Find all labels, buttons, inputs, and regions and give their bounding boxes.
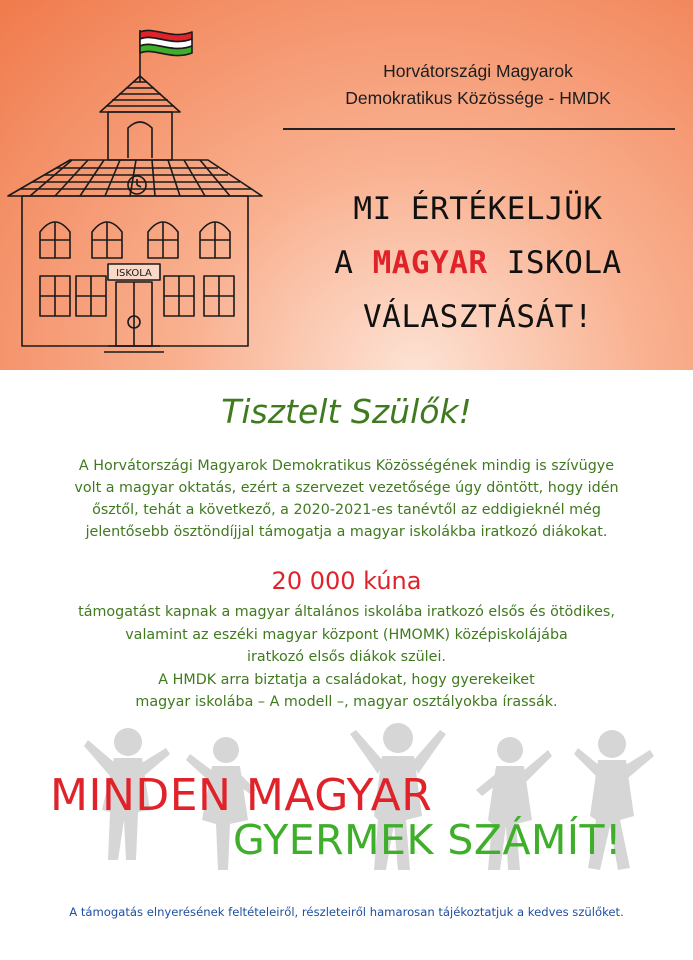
- slogan-highlight: MAGYAR: [372, 245, 488, 281]
- header-banner: [0, 0, 693, 370]
- slogan-line-2-prefix: A: [334, 245, 373, 281]
- hungarian-flag-icon: [140, 30, 192, 55]
- organization-name: [283, 58, 673, 112]
- details-line: valamint az eszéki magyar központ (HMOMK) középiskolájába: [125, 626, 568, 643]
- details-line: támogatást kapnak a magyar általános iskolába iratkozó elsős és ötödikes,: [78, 604, 615, 620]
- headline-line-1: MINDEN MAGYAR: [50, 770, 433, 821]
- org-line-2: Demokratikus Közössége - HMDK: [345, 88, 611, 108]
- intro-paragraph: [30, 455, 663, 543]
- headline-line-2: GYERMEK SZÁMÍT!: [233, 816, 622, 864]
- footer-note: A támogatás elnyerésének feltételeiről, részleteiről hamarosan tájékoztatjuk a kedves szülőket.: [69, 905, 624, 919]
- details-line: iratkozó elsős diákok szülei.: [247, 649, 446, 665]
- intro-line: jelentősebb ösztöndíjjal támogatja a magyar iskolákba iratkozó diákokat.: [85, 524, 608, 540]
- slogan-line-3: VÁLASZTÁSÁT!: [363, 299, 593, 335]
- divider: [283, 128, 675, 130]
- slogan-line-2-suffix: ISKOLA: [487, 245, 622, 281]
- intro-line: volt a magyar oktatás, ezért a szervezet vezetősége úgy döntött, hogy idén: [74, 480, 619, 496]
- details-line: magyar iskolába – A modell –, magyar osztályokba írassák.: [135, 694, 558, 710]
- scholarship-amount: 20 000 kúna: [271, 567, 422, 595]
- intro-line: ősztől, tehát a következő, a 2020-2021-es tanévtől az eddigieknél még: [92, 502, 601, 518]
- details-line: A HMDK arra biztatja a családokat, hogy gyerekeiket: [158, 671, 535, 688]
- slogan-line-2: [276, 236, 680, 290]
- slogan-line-1: MI ÉRTÉKELJÜK: [353, 191, 603, 227]
- slogan: [276, 182, 680, 344]
- details-paragraph: [30, 601, 663, 714]
- org-line-1: Horvátországi Magyarok: [383, 61, 573, 81]
- school-building-illustration: [0, 0, 270, 370]
- school-sign-text: ISKOLA: [116, 268, 152, 279]
- greeting: Tisztelt Szülők!: [221, 392, 472, 431]
- intro-line: A Horvátországi Magyarok Demokratikus Közösségének mindig is szívügye: [78, 458, 615, 474]
